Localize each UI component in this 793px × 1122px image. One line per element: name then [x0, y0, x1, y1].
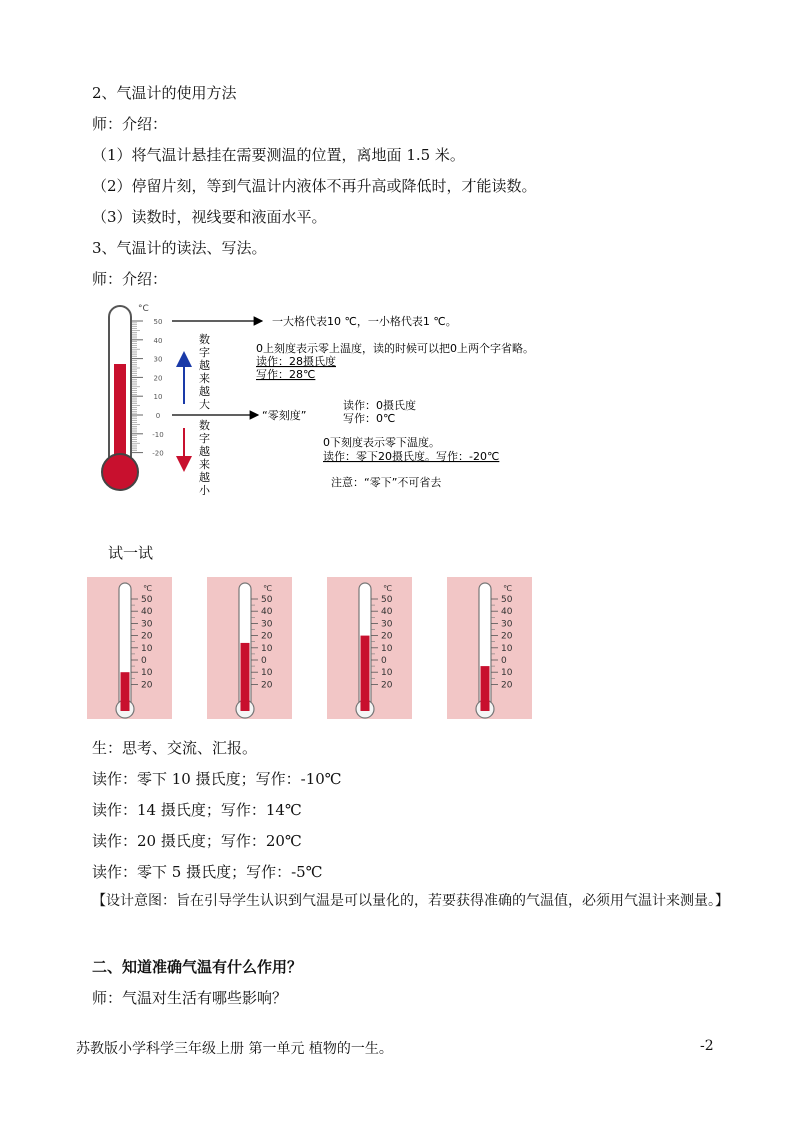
thermometer-diagram: [0, 0, 793, 520]
practice-scale-label: 10: [501, 668, 513, 679]
practice-liquid: [121, 672, 130, 711]
practice-thermometer: [87, 577, 172, 719]
answers-intro: 生：思考、交流、汇报。: [92, 739, 258, 757]
practice-scale-label: 0: [381, 656, 387, 666]
down-label-char: 越: [199, 471, 210, 484]
answer-3: 读作：20 摄氏度；写作：20℃: [92, 832, 302, 850]
note-above-3: 写作：28℃: [256, 368, 316, 381]
reading-teacher: 师：介绍：: [92, 270, 168, 288]
usage-step-3: （3）读数时，视线要和液面水平。: [92, 208, 327, 226]
up-label-char: 字: [199, 346, 210, 359]
practice-scale-label: 40: [261, 607, 273, 618]
usage-step-1: （1）将气温计悬挂在需要测温的位置，离地面 1.5 米。: [92, 146, 465, 164]
practice-scale-label: 20: [381, 631, 393, 642]
practice-liquid: [481, 666, 490, 711]
diagram-scale: [132, 318, 164, 458]
answer-1: 读作：零下 10 摄氏度；写作：-10℃: [92, 770, 342, 788]
practice-thermometer: [447, 577, 532, 719]
practice-scale-label: 40: [501, 607, 513, 618]
diagram-unit: °C: [138, 304, 149, 314]
down-label-char: 越: [199, 445, 210, 458]
practice-unit: ℃: [143, 584, 152, 593]
diagram-scale-label: 0: [155, 412, 161, 420]
practice-scale-label: 10: [261, 668, 273, 679]
page-number: -2: [700, 1038, 714, 1054]
reading-title: 3、气温计的读法、写法。: [92, 239, 267, 257]
practice-scale-label: 50: [501, 595, 513, 605]
practice-scale-label: 10: [501, 643, 513, 654]
practice-scale-label: 20: [141, 631, 153, 642]
diagram-scale-label: 50: [153, 318, 163, 326]
practice-scale-label: 40: [141, 607, 153, 618]
down-label-column: [199, 418, 211, 497]
usage-title: 2、气温计的使用方法: [92, 84, 237, 102]
practice-title: 试一试: [108, 544, 154, 562]
practice-scale-label: 10: [261, 643, 273, 654]
diagram-scale-label: -20: [152, 449, 164, 458]
practice-scale-label: 40: [381, 607, 393, 618]
design-intent: 【设计意图：旨在引导学生认识到气温是可以量化的，若要获得准确的气温值，必须用气温计来测量。】: [92, 893, 729, 909]
usage-teacher: 师：介绍：: [92, 115, 168, 133]
practice-scale-label: 30: [261, 619, 273, 630]
up-label-char: 大: [199, 398, 210, 411]
practice-scale-label: 0: [261, 656, 267, 666]
up-label-column: [199, 332, 210, 411]
note-below-1: 0下刻度表示零下温度。: [323, 436, 440, 449]
practice-thermometers: [0, 570, 793, 725]
note-above-2: 读作：28摄氏度: [256, 355, 336, 368]
diagram-scale-label: 20: [153, 374, 163, 383]
practice-scale-label: 20: [261, 680, 273, 691]
note-attention: 注意：“零下”不可省去: [331, 476, 442, 489]
zero-label: “零刻度”: [262, 409, 307, 422]
practice-scale-label: 30: [381, 619, 393, 630]
practice-unit: ℃: [263, 584, 272, 593]
answer-2: 读作：14 摄氏度；写作：14℃: [92, 801, 302, 819]
section-two-teacher: 师：气温对生活有哪些影响？: [92, 989, 288, 1007]
practice-liquid: [241, 643, 250, 711]
practice-scale-label: 50: [381, 595, 393, 605]
practice-liquid: [361, 636, 370, 711]
practice-scale-label: 20: [261, 631, 273, 642]
usage-step-2: （2）停留片刻，等到气温计内液体不再升高或降低时，才能读数。: [92, 177, 537, 195]
practice-unit: ℃: [503, 584, 512, 593]
diagram-scale-label: 10: [153, 393, 163, 402]
up-label-char: 数: [199, 333, 210, 346]
diagram-scale-label: 40: [153, 336, 163, 345]
practice-scale-label: 0: [501, 656, 507, 666]
practice-scale-label: 20: [501, 631, 513, 642]
practice-thermometer: [327, 577, 412, 719]
practice-thermometer: [207, 577, 292, 719]
note-above-1: 0上刻度表示零上温度，读的时候可以把0上两个字省略。: [256, 342, 534, 355]
up-label-char: 越: [199, 359, 210, 372]
note-grid: 一大格代表10 ℃，一小格代表1 ℃。: [272, 315, 457, 328]
down-label-char: 字: [199, 432, 210, 445]
diagram-scale-label: -10: [152, 430, 164, 439]
down-label-char: 小: [199, 484, 210, 497]
note-below-2: 读作：零下20摄氏度。写作：-20℃: [323, 450, 500, 463]
practice-scale-label: 20: [501, 680, 513, 691]
practice-scale-label: 30: [141, 619, 153, 630]
practice-scale-label: 10: [141, 643, 153, 654]
practice-scale-label: 30: [501, 619, 513, 630]
practice-scale-label: 10: [381, 643, 393, 654]
practice-scale-label: 50: [141, 595, 153, 605]
up-label-char: 来: [199, 372, 210, 385]
practice-scale-label: 20: [381, 680, 393, 691]
practice-scale-label: 10: [381, 668, 393, 679]
practice-scale-label: 0: [141, 656, 147, 666]
section-two-title: 二、知道准确气温有什么作用？: [92, 958, 303, 976]
up-label-char: 越: [199, 385, 210, 398]
practice-scale-label: 10: [141, 668, 153, 679]
zero-read: 读作：0摄氏度: [343, 399, 416, 412]
down-label-char: 数: [199, 419, 210, 432]
practice-unit: ℃: [383, 584, 392, 593]
zero-write: 写作：0℃: [343, 412, 396, 425]
diagram-scale-label: 30: [153, 355, 163, 364]
answer-4: 读作：零下 5 摄氏度；写作：-5℃: [92, 863, 323, 881]
practice-scale-label: 50: [261, 595, 273, 605]
practice-scale-label: 20: [141, 680, 153, 691]
footer-left: 苏教版小学科学三年级上册 第一单元 植物的一生。: [76, 1041, 393, 1057]
down-label-char: 来: [199, 458, 210, 471]
